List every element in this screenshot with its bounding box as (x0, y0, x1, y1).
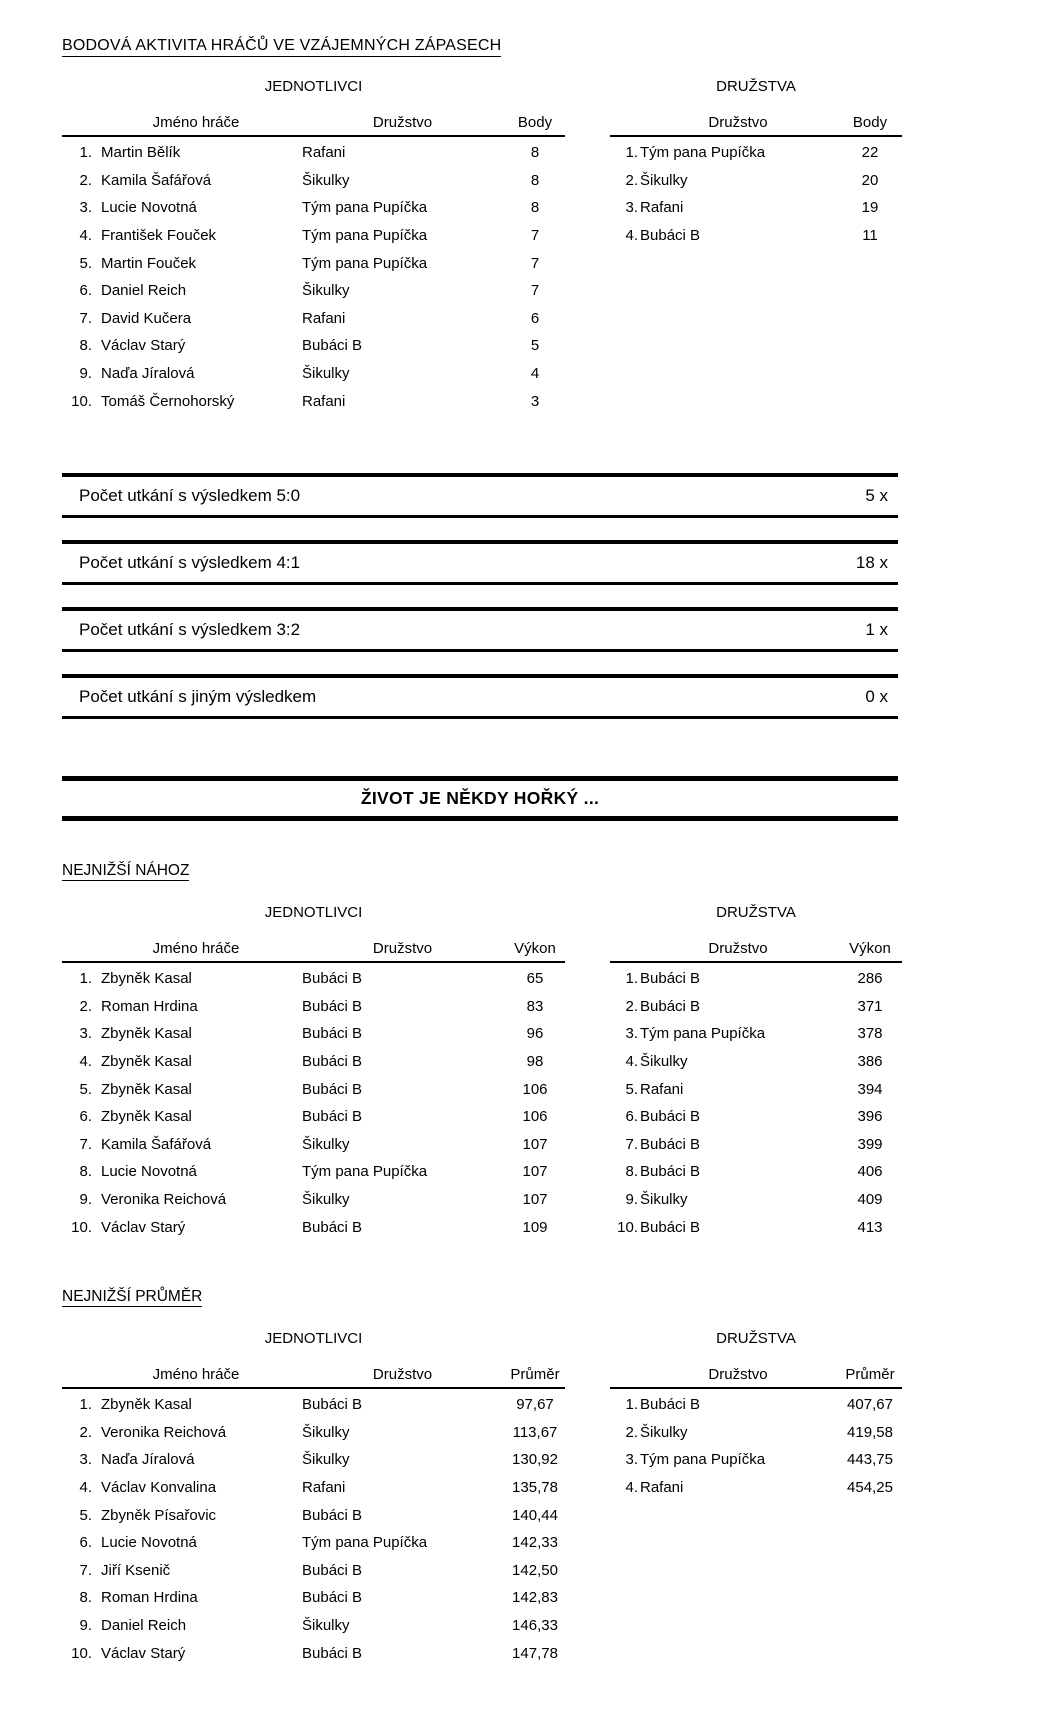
team-cell: Tým pana Pupíčka (302, 227, 428, 245)
team-cell: Šikulky (640, 1423, 688, 1441)
table-row (610, 1418, 902, 1446)
rank-cell: 2. (79, 997, 92, 1015)
team-cell: Šikulky (302, 365, 350, 383)
value-cell: 107 (522, 1163, 548, 1181)
team-column-header: Družstvo (372, 939, 433, 957)
team-cell: Bubáci B (302, 1080, 363, 1098)
lowest-average-heading: NEJNIŽŠÍ PRŮMĚR (62, 1287, 203, 1305)
player-name-cell: Lucie Novotná (101, 1534, 197, 1552)
value-cell: 3 (530, 392, 540, 410)
rank-cell: 6. (625, 1108, 638, 1126)
rank-cell: 10. (71, 1218, 92, 1236)
player-name-cell: Václav Starý (101, 1218, 186, 1236)
team-cell: Šikulky (640, 1190, 688, 1208)
player-name-cell: Václav Starý (101, 337, 186, 355)
team-cell: Tým pana Pupíčka (640, 144, 766, 162)
table-row (610, 1391, 902, 1419)
rank-cell: 1. (79, 970, 92, 988)
team-cell: Šikulky (302, 1616, 350, 1634)
team-cell: Bubáci B (302, 1108, 363, 1126)
team-column-header: Družstvo (708, 1365, 768, 1383)
player-name-cell: David Kučera (101, 309, 192, 327)
table-row (62, 139, 565, 167)
table-row (610, 1474, 902, 1502)
points-section (62, 78, 902, 415)
table-row (610, 1213, 902, 1241)
rank-cell: 3. (79, 1451, 92, 1469)
rank-cell: 10. (617, 1218, 638, 1236)
rank-cell: 1. (79, 1396, 92, 1414)
lowest-throw-individuals-table (62, 963, 565, 1241)
table-row (610, 993, 902, 1021)
team-cell: Bubáci B (640, 227, 701, 245)
rank-cell: 6. (79, 1534, 92, 1552)
table-row (62, 1446, 565, 1474)
rank-cell: 1. (79, 144, 92, 162)
player-name-cell: Lucie Novotná (101, 199, 197, 217)
player-name-cell: Daniel Reich (101, 1616, 187, 1634)
rank-cell: 5. (79, 1080, 92, 1098)
player-name-cell: Zbyněk Kasal (101, 1396, 192, 1414)
team-cell: Bubáci B (302, 1561, 363, 1579)
value-cell: 106 (522, 1108, 548, 1126)
value-cell: 286 (857, 970, 883, 988)
page-title: BODOVÁ AKTIVITA HRÁČŮ VE VZÁJEMNÝCH ZÁPASECH (62, 38, 501, 57)
player-name-cell: Roman Hrdina (101, 1589, 198, 1607)
team-cell: Bubáci B (302, 1644, 363, 1662)
value-cell: 8 (530, 199, 540, 217)
rank-cell: 7. (625, 1135, 638, 1153)
team-cell: Tým pana Pupíčka (302, 1534, 428, 1552)
points-teams-table (610, 137, 902, 249)
teams-heading: DRUŽSTVA (716, 903, 796, 921)
table-header (610, 110, 902, 137)
rank-cell: 3. (625, 199, 638, 217)
player-name-cell: Václav Starý (101, 1644, 186, 1662)
table-row (610, 194, 902, 222)
rank-cell: 4. (625, 1053, 638, 1071)
rank-cell: 3. (79, 1025, 92, 1043)
value-cell: 8 (530, 144, 540, 162)
table-row (610, 1048, 902, 1076)
rank-cell: 2. (625, 997, 638, 1015)
table-row (62, 1048, 565, 1076)
team-cell: Šikulky (302, 282, 350, 300)
rank-cell: 1. (625, 970, 638, 988)
team-cell: Tým pana Pupíčka (302, 199, 428, 217)
team-column-header: Družstvo (708, 939, 768, 957)
table-row (62, 305, 565, 333)
player-column-header: Jméno hráče (152, 1365, 240, 1383)
lowest-average-teams-table (610, 1389, 902, 1501)
value-cell: 65 (526, 970, 544, 988)
lowest-throw-heading: NEJNIŽŠÍ NÁHOZ (62, 861, 190, 879)
value-cell: 107 (522, 1135, 548, 1153)
team-column-header: Družstvo (372, 1365, 433, 1383)
player-name-cell: Václav Konvalina (101, 1478, 217, 1496)
player-column-header: Jméno hráče (152, 114, 240, 131)
points-individuals-table (62, 137, 565, 415)
rank-cell: 4. (79, 1478, 92, 1496)
player-name-cell: Zbyněk Kasal (101, 970, 192, 988)
lowest-average-section (62, 1330, 902, 1667)
value-cell: 130,92 (512, 1451, 558, 1469)
rank-cell: 2. (625, 171, 638, 189)
player-name-cell: Zbyněk Kasal (101, 1108, 192, 1126)
team-cell: Rafani (640, 1080, 684, 1098)
points-teams-block (610, 78, 902, 415)
player-name-cell: Roman Hrdina (101, 997, 198, 1015)
team-cell: Šikulky (302, 171, 350, 189)
rank-cell: 7. (79, 1561, 92, 1579)
table-row (62, 1501, 565, 1529)
result-count-value: 5 x (865, 485, 888, 505)
value-cell: 5 (530, 337, 540, 355)
value-cell: 109 (522, 1218, 548, 1236)
team-column-header: Družstvo (708, 114, 768, 131)
value-cell: 147,78 (512, 1644, 558, 1662)
rank-cell: 5. (625, 1080, 638, 1098)
rank-cell: 10. (71, 392, 92, 410)
player-column-header: Jméno hráče (152, 939, 240, 957)
value-cell: 140,44 (512, 1506, 558, 1524)
team-cell: Šikulky (302, 1423, 350, 1441)
rank-cell: 8. (79, 337, 92, 355)
rank-cell: 7. (79, 309, 92, 327)
value-cell: 96 (526, 1025, 544, 1043)
value-cell: 98 (526, 1053, 544, 1071)
table-row (62, 1584, 565, 1612)
table-header (62, 1362, 565, 1389)
rank-cell: 9. (79, 1190, 92, 1208)
table-row (610, 139, 902, 167)
player-name-cell: Daniel Reich (101, 282, 187, 300)
value-cell: 419,58 (847, 1423, 893, 1441)
player-name-cell: Zbyněk Kasal (101, 1053, 192, 1071)
table-row (62, 332, 565, 360)
player-name-cell: Lucie Novotná (101, 1163, 197, 1181)
player-name-cell: Veronika Reichová (101, 1190, 227, 1208)
team-cell: Rafani (640, 1478, 684, 1496)
lowest-average-individuals-table (62, 1389, 565, 1667)
player-name-cell: Tomáš Černohorský (101, 392, 235, 410)
rank-cell: 5. (79, 254, 92, 272)
value-cell: 371 (857, 997, 883, 1015)
table-row (610, 1446, 902, 1474)
result-count-label: Počet utkání s jiným výsledkem (79, 686, 317, 706)
table-row (62, 1612, 565, 1640)
rank-cell: 3. (625, 1025, 638, 1043)
table-row (62, 1131, 565, 1159)
rank-cell: 10. (71, 1644, 92, 1662)
value-cell: 7 (530, 227, 540, 245)
rank-cell: 3. (625, 1451, 638, 1469)
divider-title: ŽIVOT JE NĚKDY HOŘKÝ ... (360, 787, 600, 808)
table-row (610, 1186, 902, 1214)
rank-cell: 6. (79, 282, 92, 300)
value-cell: 97,67 (516, 1396, 554, 1414)
result-count-label: Počet utkání s výsledkem 5:0 (79, 485, 301, 505)
team-cell: Bubáci B (302, 1025, 363, 1043)
player-name-cell: Veronika Reichová (101, 1423, 227, 1441)
rank-cell: 6. (79, 1108, 92, 1126)
team-cell: Rafani (302, 1478, 346, 1496)
lowest-throw-individuals-block (62, 904, 565, 1241)
rank-cell: 9. (79, 365, 92, 383)
individuals-heading: JEDNOTLIVCI (264, 903, 363, 921)
player-name-cell: Martin Fouček (101, 254, 197, 272)
team-cell: Bubáci B (302, 1218, 363, 1236)
rank-cell: 8. (625, 1163, 638, 1181)
value-cell: 413 (857, 1218, 883, 1236)
team-column-header: Družstvo (372, 114, 433, 131)
table-row (62, 1529, 565, 1557)
player-name-cell: Naďa Jíralová (101, 365, 195, 383)
result-count-bar (62, 674, 898, 719)
table-row (62, 222, 565, 250)
team-cell: Šikulky (640, 171, 688, 189)
team-cell: Šikulky (302, 1451, 350, 1469)
value-cell: 8 (530, 171, 540, 189)
table-row (62, 1213, 565, 1241)
value-cell: 22 (861, 144, 879, 162)
table-row (610, 1158, 902, 1186)
value-cell: 406 (857, 1163, 883, 1181)
lowest-throw-teams-block (610, 904, 902, 1241)
table-row (62, 1639, 565, 1667)
value-cell: 7 (530, 254, 540, 272)
lowest-throw-section (62, 904, 902, 1241)
value-cell: 20 (861, 171, 879, 189)
player-name-cell: Naďa Jíralová (101, 1451, 195, 1469)
value-cell: 407,67 (847, 1396, 893, 1414)
rank-cell: 1. (625, 144, 638, 162)
teams-heading: DRUŽSTVA (716, 78, 796, 95)
value-column-header: Průměr (510, 1365, 560, 1383)
value-cell: 378 (857, 1025, 883, 1043)
team-cell: Rafani (302, 309, 346, 327)
player-name-cell: Zbyněk Písařovic (101, 1506, 217, 1524)
table-row (62, 387, 565, 415)
value-cell: 4 (530, 365, 540, 383)
value-cell: 409 (857, 1190, 883, 1208)
value-column-header: Průměr (845, 1365, 895, 1383)
team-cell: Tým pana Pupíčka (640, 1451, 766, 1469)
table-row (62, 1391, 565, 1419)
table-row (62, 1103, 565, 1131)
table-header (610, 936, 902, 963)
rank-cell: 7. (79, 1135, 92, 1153)
table-row (62, 965, 565, 993)
team-cell: Bubáci B (640, 1135, 701, 1153)
result-count-label: Počet utkání s výsledkem 4:1 (79, 552, 301, 572)
table-row (610, 1075, 902, 1103)
value-column-header: Body (517, 114, 553, 131)
divider-banner (62, 776, 898, 821)
table-row (62, 1158, 565, 1186)
table-row (610, 167, 902, 195)
team-cell: Tým pana Pupíčka (302, 254, 428, 272)
team-cell: Rafani (640, 199, 684, 217)
individuals-heading: JEDNOTLIVCI (264, 78, 363, 95)
player-name-cell: František Fouček (101, 227, 217, 245)
team-cell: Bubáci B (302, 970, 363, 988)
table-row (610, 1131, 902, 1159)
result-count-bar (62, 540, 898, 585)
value-cell: 399 (857, 1135, 883, 1153)
table-row (62, 167, 565, 195)
table-row (62, 993, 565, 1021)
table-header (62, 110, 565, 137)
result-count-value: 18 x (855, 552, 888, 572)
teams-heading: DRUŽSTVA (716, 1329, 796, 1347)
rank-cell: 1. (625, 1396, 638, 1414)
value-cell: 142,50 (512, 1561, 558, 1579)
team-cell: Tým pana Pupíčka (302, 1163, 428, 1181)
rank-cell: 2. (79, 1423, 92, 1441)
value-cell: 396 (857, 1108, 883, 1126)
table-row (62, 1418, 565, 1446)
rank-cell: 9. (79, 1616, 92, 1634)
team-cell: Bubáci B (302, 1396, 363, 1414)
team-cell: Bubáci B (302, 1053, 363, 1071)
value-column-header: Body (852, 114, 888, 131)
points-individuals-block (62, 78, 565, 415)
rank-cell: 2. (79, 171, 92, 189)
table-row (62, 1186, 565, 1214)
rank-cell: 2. (625, 1423, 638, 1441)
player-name-cell: Zbyněk Kasal (101, 1025, 192, 1043)
value-cell: 19 (861, 199, 879, 217)
team-cell: Bubáci B (640, 1396, 701, 1414)
rank-cell: 8. (79, 1163, 92, 1181)
value-column-header: Výkon (514, 939, 556, 957)
individuals-heading: JEDNOTLIVCI (264, 1329, 363, 1347)
team-cell: Tým pana Pupíčka (640, 1025, 766, 1043)
team-cell: Šikulky (640, 1053, 688, 1071)
rank-cell: 3. (79, 199, 92, 217)
team-cell: Šikulky (302, 1190, 350, 1208)
rank-cell: 4. (79, 227, 92, 245)
value-cell: 142,33 (512, 1534, 558, 1552)
team-cell: Rafani (302, 144, 346, 162)
team-cell: Rafani (302, 392, 346, 410)
result-count-value: 0 x (865, 686, 888, 706)
value-cell: 83 (526, 997, 544, 1015)
player-name-cell: Martin Bělík (101, 144, 181, 162)
table-row (62, 277, 565, 305)
team-cell: Bubáci B (640, 1218, 701, 1236)
value-cell: 113,67 (512, 1423, 558, 1441)
table-header (62, 936, 565, 963)
value-cell: 135,78 (512, 1478, 558, 1496)
team-cell: Bubáci B (302, 337, 363, 355)
rank-cell: 8. (79, 1589, 92, 1607)
team-cell: Bubáci B (302, 1589, 363, 1607)
table-row (610, 965, 902, 993)
value-cell: 386 (857, 1053, 883, 1071)
lowest-average-teams-block (610, 1330, 902, 1667)
value-column-header: Výkon (849, 939, 891, 957)
rank-cell: 4. (625, 227, 638, 245)
rank-cell: 4. (625, 1478, 638, 1496)
team-cell: Bubáci B (640, 997, 701, 1015)
result-count-bar (62, 607, 898, 652)
team-cell: Šikulky (302, 1135, 350, 1153)
table-row (62, 360, 565, 388)
team-cell: Bubáci B (640, 970, 701, 988)
result-count-bar (62, 473, 898, 518)
team-cell: Bubáci B (640, 1108, 701, 1126)
value-cell: 7 (530, 282, 540, 300)
team-cell: Bubáci B (302, 1506, 363, 1524)
value-cell: 443,75 (847, 1451, 893, 1469)
table-row (610, 1103, 902, 1131)
lowest-throw-teams-table (610, 963, 902, 1241)
value-cell: 142,83 (512, 1589, 558, 1607)
value-cell: 454,25 (847, 1478, 893, 1496)
result-count-bars (62, 473, 898, 719)
lowest-average-individuals-block (62, 1330, 565, 1667)
table-row (62, 1556, 565, 1584)
table-header (610, 1362, 902, 1389)
table-row (62, 1474, 565, 1502)
table-row (62, 194, 565, 222)
player-name-cell: Jiří Ksenič (101, 1561, 171, 1579)
value-cell: 106 (522, 1080, 548, 1098)
table-row (610, 1020, 902, 1048)
table-row (62, 1020, 565, 1048)
rank-cell: 4. (79, 1053, 92, 1071)
player-name-cell: Kamila Šafářová (101, 171, 212, 189)
player-name-cell: Kamila Šafářová (101, 1135, 212, 1153)
value-cell: 394 (857, 1080, 883, 1098)
table-row (62, 249, 565, 277)
rank-cell: 9. (625, 1190, 638, 1208)
team-cell: Bubáci B (640, 1163, 701, 1181)
result-count-value: 1 x (865, 619, 888, 639)
rank-cell: 5. (79, 1506, 92, 1524)
team-cell: Bubáci B (302, 997, 363, 1015)
value-cell: 6 (530, 309, 540, 327)
result-count-label: Počet utkání s výsledkem 3:2 (79, 619, 301, 639)
value-cell: 11 (862, 227, 878, 245)
value-cell: 146,33 (512, 1616, 558, 1634)
table-row (610, 222, 902, 250)
value-cell: 107 (522, 1190, 548, 1208)
player-name-cell: Zbyněk Kasal (101, 1080, 192, 1098)
table-row (62, 1075, 565, 1103)
